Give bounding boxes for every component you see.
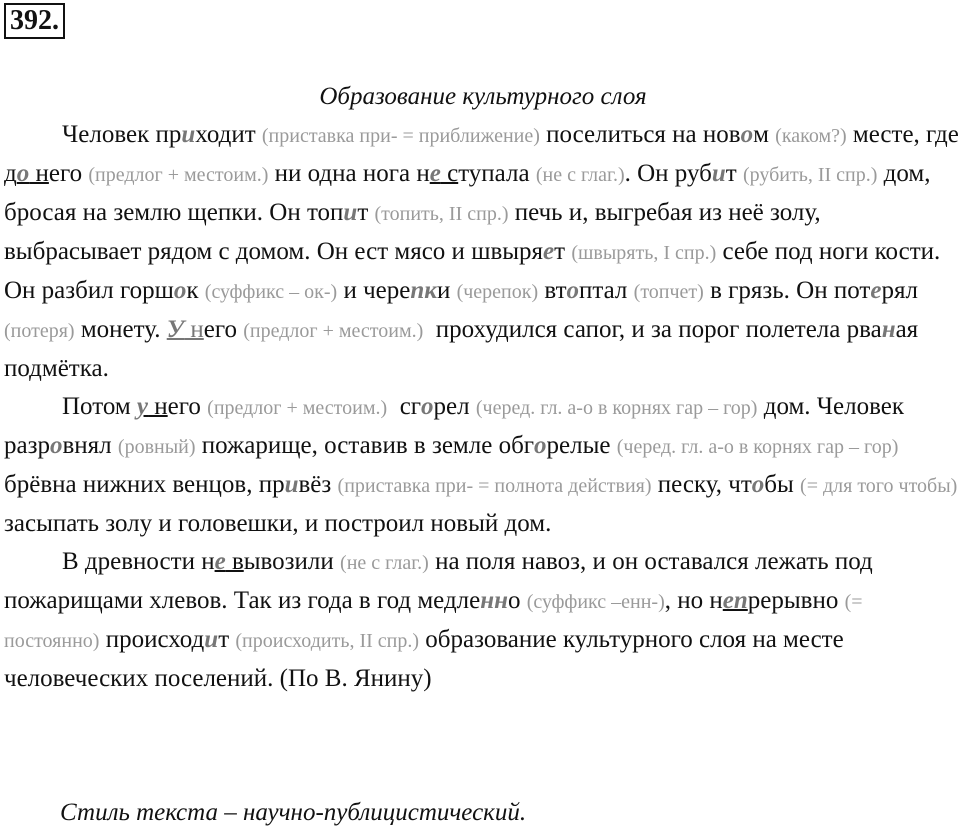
paragraph-3: В древности не вывозили (не с глаг.) на поля навоз, и он оставался лежать под пожарищами хлевов. Так из года в год медленно (суффикс –енн-), но непрерывно (= постоянно) происходит (происходить, II спр.) образование культурного слоя на месте человеческих поселений. (По В. Янину) — [4, 548, 873, 692]
grammar-note: (потеря) — [4, 320, 75, 342]
grammar-note: (не с глаг.) — [340, 552, 429, 574]
grammar-note: (суффикс – ок-) — [204, 281, 338, 303]
grammar-note: (приставка при- = приближение) — [261, 125, 540, 147]
grammar-note: (топить, II спр.) — [374, 203, 509, 225]
grammar-note: (приставка при- = полнота действия) — [337, 475, 652, 497]
grammar-note: (не с глаг.) — [535, 164, 625, 186]
paragraph-1: Человек приходит (приставка при- = приближение) поселиться на новом (каком?) месте, где до него (предлог + местоим.) ни одна нога не ступала (не с глаг.). Он рубит (рубить, II спр.) дом, бросая на землю щепки. Он топит (топить, II спр.) печь и, выгребая из неё золу, выбрасывает рядом с домом. Он ест мясо и швыряет (швырять, I спр.) себе под ноги кости. Он разбил горшок (суффикс – ок-) и черепки (черепок) втоптал (топчет) в грязь. Он потерял (потеря) монету. У него (предлог + местоим.) прохудился сапог, и за порог полетела рваная подмётка. — [4, 121, 959, 382]
exercise-text — [4, 116, 960, 698]
grammar-note: (черед. гл. а-о в корнях гар – гор) — [475, 397, 758, 419]
grammar-note: (происходить, II спр.) — [235, 630, 420, 652]
grammar-note: (суффикс –енн-) — [526, 591, 665, 613]
grammar-note: (предлог + местоим.) — [88, 164, 269, 186]
exercise-number: 392. — [4, 3, 65, 39]
grammar-note: (рубить, II спр.) — [742, 164, 878, 186]
grammar-note: (ровный) — [117, 436, 196, 458]
grammar-note: (каком?) — [775, 125, 847, 147]
grammar-note: (черед. гл. а-о в корнях гар – гор) — [616, 436, 899, 458]
grammar-note: (предлог + местоим.) — [207, 397, 388, 419]
grammar-note: (швырять, I спр.) — [571, 242, 717, 264]
grammar-note: (= для того чтобы) — [800, 475, 958, 497]
grammar-note: (топчет) — [633, 281, 704, 303]
paragraph-2: Потом у него (предлог + местоим.) сгорел (черед. гл. а-о в корнях гар – гор) дом. Человек разровнял (ровный) пожарище, оставив в земле обгорелые (черед. гл. а-о в корнях гар – гор) брёвна нижних венцов, привёз (приставка при- = полнота действия) песку, чтобы (= для того чтобы) засыпать золу и головешки, и построил новый дом. — [4, 393, 958, 537]
text-style-conclusion: Стиль текста – научно-публицистический. — [60, 799, 527, 826]
grammar-note: (черепок) — [456, 281, 539, 303]
text-title: Образование культурного слоя — [319, 83, 647, 110]
grammar-note: (предлог + местоим.) — [243, 320, 424, 342]
grammar-note: (= постоянно) — [4, 591, 863, 652]
